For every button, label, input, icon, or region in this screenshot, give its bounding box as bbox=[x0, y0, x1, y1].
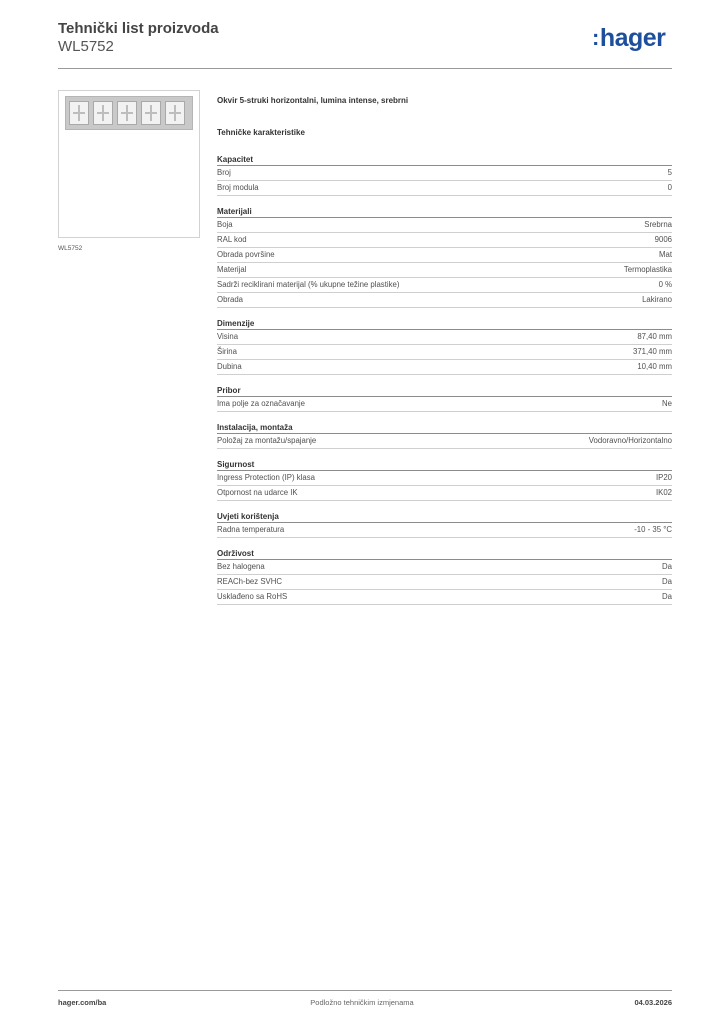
spec-section bbox=[217, 548, 672, 605]
spec-row bbox=[217, 218, 672, 233]
section-title: Održivost bbox=[217, 548, 672, 560]
spec-row bbox=[217, 345, 672, 360]
section-title: Instalacija, montaža bbox=[217, 422, 672, 434]
tech-heading: Tehničke karakteristike bbox=[217, 128, 305, 137]
spec-value: 10,40 mm bbox=[637, 362, 672, 371]
spec-row bbox=[217, 278, 672, 293]
spec-row bbox=[217, 471, 672, 486]
spec-label: Visina bbox=[217, 332, 239, 341]
spec-label: Širina bbox=[217, 347, 237, 356]
spec-label: Broj modula bbox=[217, 183, 259, 192]
spec-section bbox=[217, 318, 672, 375]
header-divider bbox=[58, 68, 672, 69]
spec-section bbox=[217, 206, 672, 308]
page-title: Tehnički list proizvoda bbox=[58, 20, 219, 37]
spec-label: Sadrži reciklirani materijal (% ukupne težine plastike) bbox=[217, 280, 400, 289]
spec-label: Usklađeno sa RoHS bbox=[217, 592, 288, 601]
spec-row bbox=[217, 263, 672, 278]
spec-value: Ne bbox=[662, 399, 672, 408]
spec-value: 371,40 mm bbox=[632, 347, 672, 356]
product-code: WL5752 bbox=[58, 38, 114, 55]
spec-value: -10 - 35 °C bbox=[634, 525, 672, 534]
spec-row bbox=[217, 233, 672, 248]
spec-row bbox=[217, 575, 672, 590]
spec-value: Srebrna bbox=[644, 220, 672, 229]
spec-row bbox=[217, 181, 672, 196]
spec-label: REACh-bez SVHC bbox=[217, 577, 282, 586]
spec-section bbox=[217, 459, 672, 501]
spec-section bbox=[217, 422, 672, 449]
spec-section bbox=[217, 385, 672, 412]
spec-section bbox=[217, 511, 672, 538]
spec-value: 5 bbox=[667, 168, 672, 177]
spec-row bbox=[217, 523, 672, 538]
section-title: Kapacitet bbox=[217, 154, 672, 166]
footer-note: Podložno tehničkim izmjenama bbox=[310, 998, 414, 1007]
spec-label: Ingress Protection (IP) klasa bbox=[217, 473, 315, 482]
footer-divider bbox=[58, 990, 672, 991]
frame-slot bbox=[165, 101, 185, 125]
frame-illustration bbox=[65, 96, 193, 130]
footer-website-link[interactable]: hager.com/ba bbox=[58, 998, 107, 1007]
spec-label: Broj bbox=[217, 168, 231, 177]
section-title: Sigurnost bbox=[217, 459, 672, 471]
image-caption: WL5752 bbox=[58, 245, 83, 252]
section-title: Dimenzije bbox=[217, 318, 672, 330]
hager-logo[interactable] bbox=[592, 26, 665, 51]
spec-value: 0 % bbox=[658, 280, 672, 289]
footer-date: 04.03.2026 bbox=[634, 998, 672, 1007]
spec-label: RAL kod bbox=[217, 235, 247, 244]
spec-row bbox=[217, 293, 672, 308]
spec-value: IP20 bbox=[655, 473, 672, 482]
spec-value: Termoplastika bbox=[623, 265, 672, 274]
spec-label: Materijal bbox=[217, 265, 247, 274]
spec-sections bbox=[217, 154, 672, 605]
section-title: Uvjeti korištenja bbox=[217, 511, 672, 523]
spec-label: Ima polje za označavanje bbox=[217, 399, 305, 408]
spec-row bbox=[217, 248, 672, 263]
spec-value: Da bbox=[662, 577, 672, 586]
frame-slot bbox=[141, 101, 161, 125]
spec-value: Da bbox=[662, 592, 672, 601]
frame-slot bbox=[117, 101, 137, 125]
spec-row bbox=[217, 590, 672, 605]
spec-label: Otpornost na udarce IK bbox=[217, 488, 298, 497]
spec-value: IK02 bbox=[655, 488, 672, 497]
spec-row bbox=[217, 486, 672, 501]
frame-slot bbox=[93, 101, 113, 125]
product-image bbox=[58, 90, 200, 238]
logo-colon: : bbox=[592, 25, 599, 50]
frame-slot bbox=[69, 101, 89, 125]
spec-value: 0 bbox=[667, 183, 672, 192]
logo-text: hager bbox=[599, 24, 666, 52]
spec-label: Položaj za montažu/spajanje bbox=[217, 436, 317, 445]
spec-label: Bez halogena bbox=[217, 562, 265, 571]
spec-label: Obrada bbox=[217, 295, 244, 304]
spec-row bbox=[217, 434, 672, 449]
spec-section bbox=[217, 154, 672, 196]
spec-label: Radna temperatura bbox=[217, 525, 285, 534]
spec-row bbox=[217, 166, 672, 181]
section-title: Pribor bbox=[217, 385, 672, 397]
spec-row bbox=[217, 360, 672, 375]
spec-value: Vodoravno/Horizontalno bbox=[588, 436, 672, 445]
spec-row bbox=[217, 330, 672, 345]
spec-content bbox=[217, 96, 672, 615]
spec-label: Boja bbox=[217, 220, 233, 229]
spec-value: Da bbox=[662, 562, 672, 571]
product-description: Okvir 5-struki horizontalni, lumina intense, srebrni bbox=[217, 96, 409, 105]
spec-value: Lakirano bbox=[642, 295, 672, 304]
spec-value: 9006 bbox=[654, 235, 672, 244]
spec-label: Dubina bbox=[217, 362, 242, 371]
spec-row bbox=[217, 560, 672, 575]
spec-row bbox=[217, 397, 672, 412]
spec-value: 87,40 mm bbox=[637, 332, 672, 341]
spec-value: Mat bbox=[659, 250, 672, 259]
spec-label: Obrada površine bbox=[217, 250, 275, 259]
section-title: Materijali bbox=[217, 206, 672, 218]
